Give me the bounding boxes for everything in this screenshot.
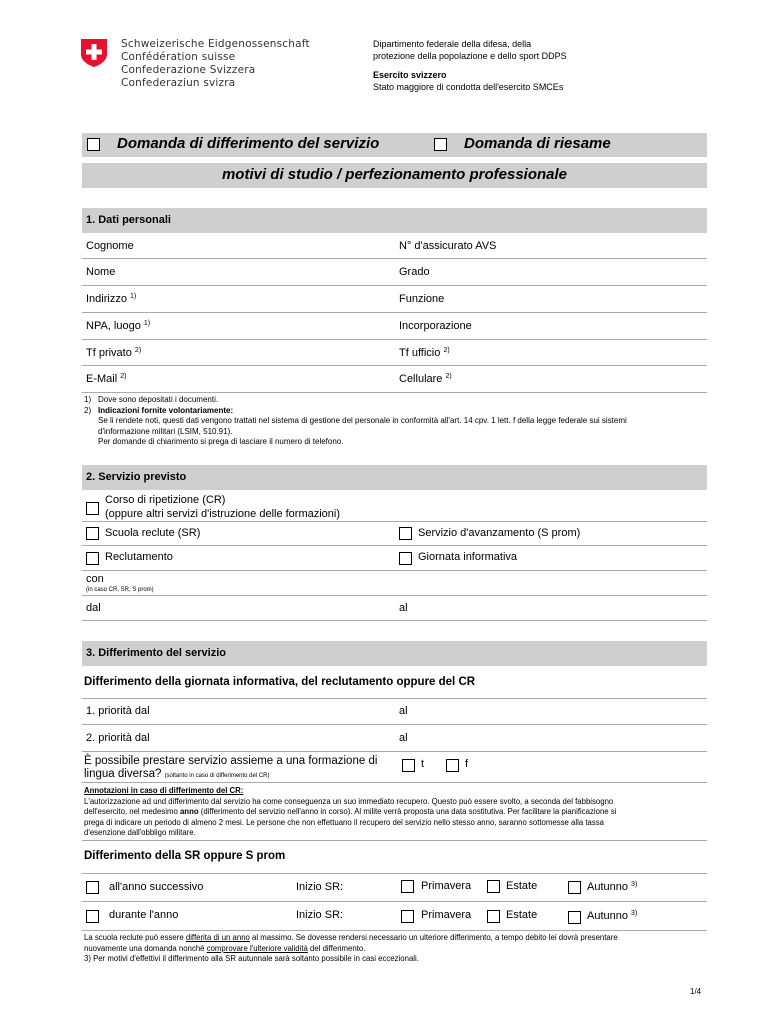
question-line-1: È possibile prestare servizio assieme a una formazione di	[84, 755, 378, 767]
footnote-ref: 2)	[443, 347, 450, 354]
field-note-con: (in caso CR, SR, S prom)	[86, 587, 154, 593]
footnote-ref: 2)	[120, 373, 127, 380]
field-label-avs: N° d'assicurato AVS	[399, 240, 497, 252]
logo-line-de: Schweizerische Eidgenossenschaft	[121, 38, 310, 50]
army-subtitle: Stato maggiore di condotta dell'esercito SMCEs	[373, 82, 564, 92]
checkbox-t[interactable]	[402, 759, 415, 772]
footnote-ref: 2)	[445, 373, 452, 380]
checkbox-autunno[interactable]	[568, 881, 581, 894]
subheading-sr: Differimento della SR oppure S prom	[84, 850, 286, 862]
section-1-notes	[84, 395, 627, 448]
footnote-ref: 2)	[134, 347, 142, 354]
option-reclutamento: Reclutamento	[105, 551, 173, 563]
footnote-text: nuovamente una domanda nonché	[84, 943, 207, 953]
field-label-priority-1-al: al	[399, 705, 408, 717]
checkbox-estate[interactable]	[487, 910, 500, 923]
footnote-ref: 1)	[130, 293, 137, 300]
department-block	[373, 38, 567, 93]
note-text: Per domande di chiarimento si prega di lasciare il numero di telefono.	[98, 437, 344, 446]
checkbox-estate[interactable]	[487, 880, 500, 893]
field-label-priority-1: 1. priorità dal	[86, 705, 150, 717]
checkbox-sr[interactable]	[86, 527, 99, 540]
page-number: 1/4	[690, 987, 702, 996]
field-label-dal: dal	[86, 602, 101, 614]
field-label-incorporazione: Incorporazione	[399, 320, 472, 332]
checkbox-f[interactable]	[446, 759, 459, 772]
footnote-emphasis: comprovare l'ulteriore validità	[206, 943, 308, 953]
section-3-header: 3. Differimento del servizio	[82, 641, 707, 666]
personal-row	[82, 313, 707, 340]
field-label-funzione: Funzione	[399, 293, 445, 305]
checkbox-autunno[interactable]	[568, 911, 581, 924]
option-cr-note: (oppure altri servizi d'istruzione delle formazioni)	[105, 508, 341, 520]
checkbox-giornata[interactable]	[399, 552, 412, 565]
option-primavera: Primavera	[421, 880, 472, 892]
section-2-header: 2. Servizio previsto	[82, 465, 707, 490]
logo-text	[121, 38, 310, 90]
subheading-giornata: Differimento della giornata informativa, del reclutamento oppure del CR	[84, 676, 476, 688]
footnote-ref: 3)	[631, 910, 638, 917]
personal-row	[82, 259, 707, 286]
option-estate: Estate	[506, 880, 538, 892]
question-line-2: lingua diversa?	[84, 768, 162, 780]
option-primavera: Primavera	[421, 909, 472, 921]
annotation-text: (differimento del servizio nell'anno in corso). Al milite verrà proposta una data sostitutiva. Per facilitare la pianificazione si	[198, 807, 617, 816]
checkbox-primavera[interactable]	[401, 880, 414, 893]
dept-line-2: protezione della popolazione e dello sport DDPS	[373, 51, 567, 61]
option-anno-successivo: all'anno successivo	[109, 881, 204, 893]
annotation-text: dell'esercito, nel medesimo	[84, 807, 180, 816]
priority-row	[82, 699, 707, 725]
personal-row	[82, 366, 707, 393]
divider	[82, 840, 707, 841]
priority-row	[82, 725, 707, 752]
note-text: d'informazione militari (LSIM, 510.91).	[98, 426, 233, 436]
checkbox-durante-anno[interactable]	[86, 910, 99, 923]
field-label-email: E-Mail	[86, 373, 118, 385]
checkbox-differimento[interactable]	[87, 138, 100, 151]
subtitle: motivi di studio / perfezionamento professionale	[221, 166, 568, 183]
field-label-con: con	[86, 573, 104, 585]
field-label-nome: Nome	[86, 266, 116, 278]
footnote-text: del differimento.	[307, 943, 366, 953]
sr-row	[82, 874, 707, 902]
dept-line-1: Dipartimento federale della difesa, della	[373, 39, 532, 49]
option-autunno: Autunno	[587, 910, 628, 922]
field-label-indirizzo: Indirizzo	[86, 293, 127, 305]
personal-row	[82, 286, 707, 313]
service-row-dates	[82, 596, 707, 621]
field-label-tf-privato: Tf privato	[86, 347, 132, 359]
note-number: 1)	[84, 395, 92, 404]
checkbox-reclutamento[interactable]	[86, 552, 99, 565]
title-option-riesame: Domanda di riesame	[464, 135, 611, 152]
footnote-ref: 3)	[631, 881, 638, 888]
service-row	[82, 546, 707, 571]
option-autunno: Autunno	[587, 881, 628, 893]
footnote-text: La scuola reclute può essere	[84, 933, 186, 942]
army-title: Esercito svizzero	[373, 70, 447, 80]
service-row	[82, 522, 707, 546]
footnote-text: al massimo. Se dovesse rendersi necessario un ulteriore differimento, a tempo debito lei dovrà presentare	[249, 933, 618, 942]
note-number: 2)	[84, 405, 92, 415]
option-cr: Corso di ripetizione (CR)	[105, 494, 226, 506]
field-label-al: al	[399, 602, 408, 614]
subhead-sr	[82, 847, 707, 874]
language-question-row	[82, 752, 707, 783]
personal-row	[82, 340, 707, 366]
footnote-ref: 1)	[143, 320, 151, 327]
field-label-priority-2-al: al	[399, 732, 408, 744]
field-label-priority-2: 2. priorità dal	[86, 732, 150, 744]
swiss-coat-of-arms	[80, 38, 108, 68]
note-text: Dove sono depositati i documenti.	[98, 395, 219, 404]
field-label-grado: Grado	[399, 266, 430, 278]
field-label-tf-ufficio: Tf ufficio	[399, 347, 441, 359]
checkbox-anno-successivo[interactable]	[86, 881, 99, 894]
service-row-cr	[82, 490, 707, 522]
logo-line-it: Confederazione Svizzera	[121, 64, 256, 76]
section-1-header: 1. Dati personali	[82, 208, 707, 233]
option-s-prom: Servizio d'avanzamento (S prom)	[418, 527, 581, 539]
sr-footnotes	[84, 933, 618, 965]
annotation-text: d'esenzione dall'obbligo militare.	[84, 828, 196, 837]
annotation-text: prega di indicare un periodo di almeno 2 mesi. Le persone che non effettuano il recupero del servizio nello stesso anno, saranno sottomesse alla tassa	[84, 817, 604, 827]
option-f: f	[465, 758, 469, 770]
sr-row	[82, 902, 707, 931]
checkbox-primavera[interactable]	[401, 910, 414, 923]
field-label-npa-luogo: NPA, luogo	[86, 320, 141, 332]
annotation-text: L'autorizzazione ad und differimento dal servizio ha come conseguenza un suo immediato recupero. Questo può essere svolto, a seconda del fabbisogno	[84, 796, 614, 806]
option-sr: Scuola reclute (SR)	[105, 527, 201, 539]
service-row-con	[82, 571, 707, 596]
option-estate: Estate	[506, 909, 538, 921]
field-label-cognome: Cognome	[86, 240, 134, 252]
logo-line-fr: Confédération suisse	[121, 51, 236, 63]
field-label-inizio-sr: Inizio SR:	[296, 909, 344, 921]
personal-row	[82, 233, 707, 259]
annotations-title: Annotazioni in caso di differimento del CR:	[84, 786, 244, 795]
field-label-cellulare: Cellulare	[399, 373, 443, 385]
annotation-emphasis: anno	[179, 807, 199, 816]
note-heading: Indicazioni fornite volontariamente:	[98, 405, 234, 415]
subhead-giornata	[82, 672, 707, 699]
checkbox-cr[interactable]	[86, 502, 99, 515]
footnote-emphasis: differita di un anno	[185, 933, 250, 942]
option-t: t	[421, 758, 425, 770]
checkbox-s-prom[interactable]	[399, 527, 412, 540]
annotations-cr	[84, 786, 616, 839]
note-text: Se li rendete noti, questi dati vengono trattati nel sistema di gestione del personale in conformità all'art. 14 cpv. 1 lett. f della legge federale sui sistemi	[98, 416, 627, 425]
logo-line-rm: Confederaziun svizra	[121, 77, 236, 89]
footnote-text: 3) Per motivi d'effettivi il differimento alla SR autunnale sarà soltanto possibile in casi eccezionali.	[84, 954, 419, 963]
question-note: (soltanto in caso di differimento del CR)	[164, 773, 270, 779]
field-label-inizio-sr: Inizio SR:	[296, 881, 344, 893]
checkbox-riesame[interactable]	[434, 138, 447, 151]
option-durante-anno: durante l'anno	[109, 909, 179, 921]
title-option-differimento: Domanda di differimento del servizio	[117, 135, 380, 152]
option-giornata: Giornata informativa	[418, 551, 518, 563]
